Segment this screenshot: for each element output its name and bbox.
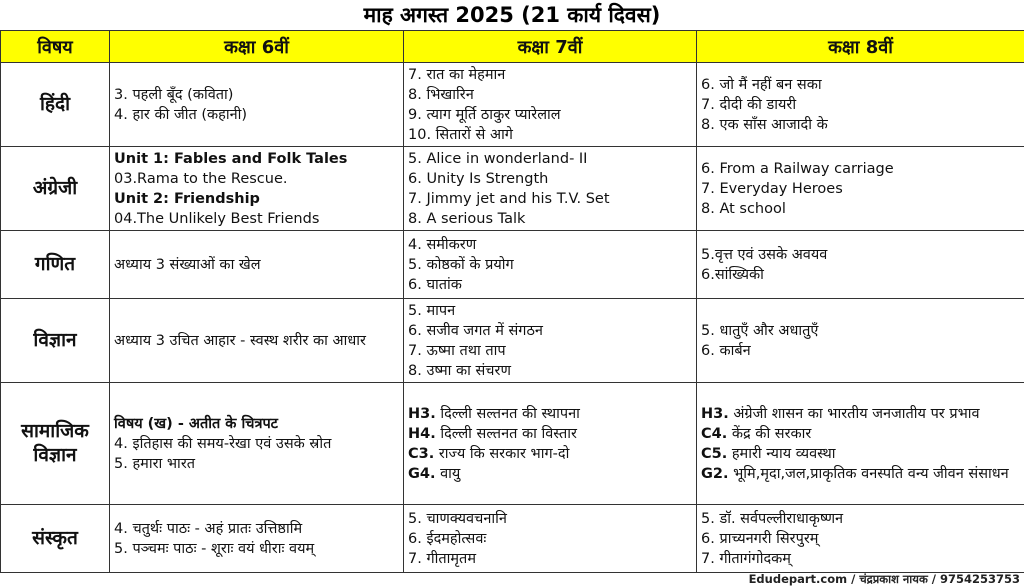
class-7-cell	[404, 299, 697, 383]
topic-line	[408, 321, 692, 341]
class-6-cell	[110, 147, 404, 231]
topic-text: 6. जो मैं नहीं बन सका	[701, 76, 822, 93]
topic-line	[701, 464, 1020, 484]
topic-line	[408, 189, 692, 209]
topic-line	[408, 424, 692, 444]
class-8-cell	[697, 299, 1024, 383]
class-7-cell	[404, 63, 697, 147]
topic-line	[408, 549, 692, 569]
subject-cell: हिंदी	[1, 63, 110, 147]
topic-text: 4. इतिहास की समय-रेखा एवं उसके स्रोत	[114, 435, 332, 452]
topic-text: 8. At school	[701, 200, 786, 217]
table-row	[1, 299, 1024, 383]
topic-line	[114, 434, 399, 454]
header-subject: विषय	[1, 31, 110, 63]
topic-text: अध्याय 3 उचित आहार - स्वस्थ शरीर का आधार	[114, 332, 366, 349]
topic-text: 9. त्याग मूर्ति ठाकुर प्यारेलाल	[408, 106, 561, 123]
topic-line	[408, 404, 692, 424]
class-6-cell	[110, 299, 404, 383]
header-class-6: कक्षा 6वीं	[110, 31, 404, 63]
topic-line	[408, 169, 692, 189]
topic-text: अंग्रेजी शासन का भारतीय जनजातीय पर प्रभाव	[728, 405, 980, 422]
topic-line	[408, 464, 692, 484]
topic-text: 6. प्राच्यनगरी सिरपुरम्	[701, 530, 819, 547]
topic-text: 6. सजीव जगत में संगठन	[408, 322, 543, 339]
topic-text: 3. पहली बूँद (कविता)	[114, 86, 234, 103]
topic-label-bold: G2.	[701, 465, 729, 482]
topic-label-bold: C3.	[408, 445, 435, 462]
table-header-row	[1, 31, 1024, 63]
topic-line	[701, 404, 1020, 424]
topic-text: 7. Jimmy jet and his T.V. Set	[408, 190, 610, 207]
topic-line	[114, 255, 399, 275]
topic-text: 4. चतुर्थः पाठः - अहं प्रातः उत्तिष्ठामि	[114, 520, 303, 537]
topic-text: 7. गीतागंगोदकम्	[701, 550, 791, 567]
topic-label-bold: C4.	[701, 425, 728, 442]
header-class-8: कक्षा 8वीं	[697, 31, 1024, 63]
topic-text: वायु	[435, 465, 461, 482]
topic-label-bold: विषय (ख) - अतीत के चित्रपट	[114, 415, 278, 432]
topic-text: दिल्ली सल्तनत का विस्तार	[435, 425, 577, 442]
table-row	[1, 147, 1024, 231]
topic-text: 7. दीदी की डायरी	[701, 96, 797, 113]
class-6-cell	[110, 505, 404, 573]
topic-text: 7. गीतामृतम	[408, 550, 476, 567]
topic-line	[408, 65, 692, 85]
topic-line	[408, 235, 692, 255]
table-row	[1, 383, 1024, 505]
class-8-cell	[697, 383, 1024, 505]
topic-line	[114, 189, 399, 209]
class-7-cell	[404, 231, 697, 299]
topic-text: 04.The Unlikely Best Friends	[114, 210, 320, 227]
table-row	[1, 63, 1024, 147]
topic-line	[408, 275, 692, 295]
topic-line	[701, 529, 1020, 549]
topic-text: दिल्ली सल्तनत की स्थापना	[435, 405, 580, 422]
topic-line	[701, 159, 1020, 179]
topic-line	[701, 444, 1020, 464]
topic-text: 8. एक साँस आजादी के	[701, 116, 828, 133]
topic-text: अध्याय 3 संख्याओं का खेल	[114, 256, 261, 273]
table-row	[1, 505, 1024, 573]
topic-line	[114, 539, 399, 559]
topic-line	[114, 85, 399, 105]
topic-line	[408, 361, 692, 381]
topic-text: 6. Unity Is Strength	[408, 170, 549, 187]
topic-text: 5. Alice in wonderland- II	[408, 150, 588, 167]
topic-line	[114, 519, 399, 539]
topic-text: 7. रात का मेहमान	[408, 66, 506, 83]
subject-cell: संस्कृत	[1, 505, 110, 573]
topic-text: राज्य कि सरकार भाग-दो	[434, 445, 570, 462]
topic-label-bold: H3.	[408, 405, 436, 422]
subject-cell: अंग्रेजी	[1, 147, 110, 231]
topic-text: 8. A serious Talk	[408, 210, 526, 227]
topic-line	[114, 209, 399, 229]
topic-text: 5.वृत्त एवं उसके अवयव	[701, 246, 828, 263]
topic-text: 5. चाणक्यवचनानि	[408, 510, 507, 527]
topic-line	[408, 105, 692, 125]
topic-line	[114, 331, 399, 351]
topic-line	[408, 301, 692, 321]
topic-text: 4. हार की जीत (कहानी)	[114, 106, 248, 123]
class-8-cell	[697, 63, 1024, 147]
topic-line	[701, 341, 1020, 361]
subject-cell: गणित	[1, 231, 110, 299]
footer-credit: Edudepart.com / चंद्रप्रकाश नायक / 9754253753	[748, 572, 1020, 586]
class-6-cell	[110, 231, 404, 299]
page-title: माह अगस्त 2025 (21 कार्य दिवस)	[363, 3, 661, 27]
topic-text: 10. सितारों से आगे	[408, 126, 513, 143]
topic-line	[408, 444, 692, 464]
topic-line	[701, 424, 1020, 444]
subject-cell: सामाजिक विज्ञान	[1, 383, 110, 505]
topic-line	[701, 509, 1020, 529]
class-8-cell	[697, 147, 1024, 231]
topic-line	[114, 169, 399, 189]
topic-text: 5. धातुएँ और अधातुएँ	[701, 322, 819, 339]
topic-line	[408, 85, 692, 105]
topic-label-bold: C5.	[701, 445, 728, 462]
topic-text: भूमि,मृदा,जल,प्राकृतिक वनस्पति वन्य जीवन संसाधन	[728, 465, 1009, 482]
topic-line	[701, 199, 1020, 219]
header-class-7: कक्षा 7वीं	[404, 31, 697, 63]
topic-line	[114, 454, 399, 474]
class-7-cell	[404, 383, 697, 505]
topic-text: 6. घातांक	[408, 276, 462, 293]
topic-line	[701, 321, 1020, 341]
topic-text: 03.Rama to the Rescue.	[114, 170, 288, 187]
topic-line	[701, 549, 1020, 569]
topic-text: 8. उष्मा का संचरण	[408, 362, 511, 379]
topic-line	[114, 149, 399, 169]
topic-text: 6. कार्बन	[701, 342, 751, 359]
topic-line	[408, 509, 692, 529]
topic-text: 5. कोष्ठकों के प्रयोग	[408, 256, 514, 273]
topic-line	[408, 255, 692, 275]
topic-line	[114, 414, 399, 434]
subject-cell: विज्ञान	[1, 299, 110, 383]
topic-label-bold: Unit 1: Fables and Folk Tales	[114, 150, 348, 167]
topic-text: 6. From a Railway carriage	[701, 160, 894, 177]
topic-text: 4. समीकरण	[408, 236, 477, 253]
topic-text: 7. Everyday Heroes	[701, 180, 843, 197]
class-7-cell	[404, 505, 697, 573]
topic-line	[701, 245, 1020, 265]
topic-line	[408, 341, 692, 361]
class-8-cell	[697, 231, 1024, 299]
class-7-cell	[404, 147, 697, 231]
topic-line	[701, 75, 1020, 95]
topic-label-bold: H4.	[408, 425, 436, 442]
topic-line	[408, 125, 692, 145]
class-6-cell	[110, 383, 404, 505]
topic-label-bold: H3.	[701, 405, 729, 422]
syllabus-table	[0, 30, 1024, 573]
class-6-cell	[110, 63, 404, 147]
topic-line	[701, 265, 1020, 285]
topic-text: 8. भिखारिन	[408, 86, 474, 103]
table-row	[1, 231, 1024, 299]
topic-text: 6.सांख्यिकी	[701, 266, 764, 283]
topic-text: हमारी न्याय व्यवस्था	[727, 445, 836, 462]
topic-text: 5. हमारा भारत	[114, 455, 196, 472]
topic-label-bold: G4.	[408, 465, 436, 482]
topic-text: केंद्र की सरकार	[727, 425, 812, 442]
topic-text: 7. ऊष्मा तथा ताप	[408, 342, 506, 359]
topic-line	[408, 149, 692, 169]
topic-text: 5. पञ्चमः पाठः - शूराः वयं धीराः वयम्	[114, 540, 315, 557]
topic-text: 6. ईदमहोत्सवः	[408, 530, 487, 547]
topic-line	[701, 95, 1020, 115]
topic-line	[701, 179, 1020, 199]
topic-line	[408, 529, 692, 549]
topic-line	[408, 209, 692, 229]
topic-text: 5. मापन	[408, 302, 456, 319]
topic-label-bold: Unit 2: Friendship	[114, 190, 260, 207]
class-8-cell	[697, 505, 1024, 573]
topic-line	[114, 105, 399, 125]
topic-line	[701, 115, 1020, 135]
topic-text: 5. डॉ. सर्वपल्लीराधाकृष्णन	[701, 510, 844, 527]
